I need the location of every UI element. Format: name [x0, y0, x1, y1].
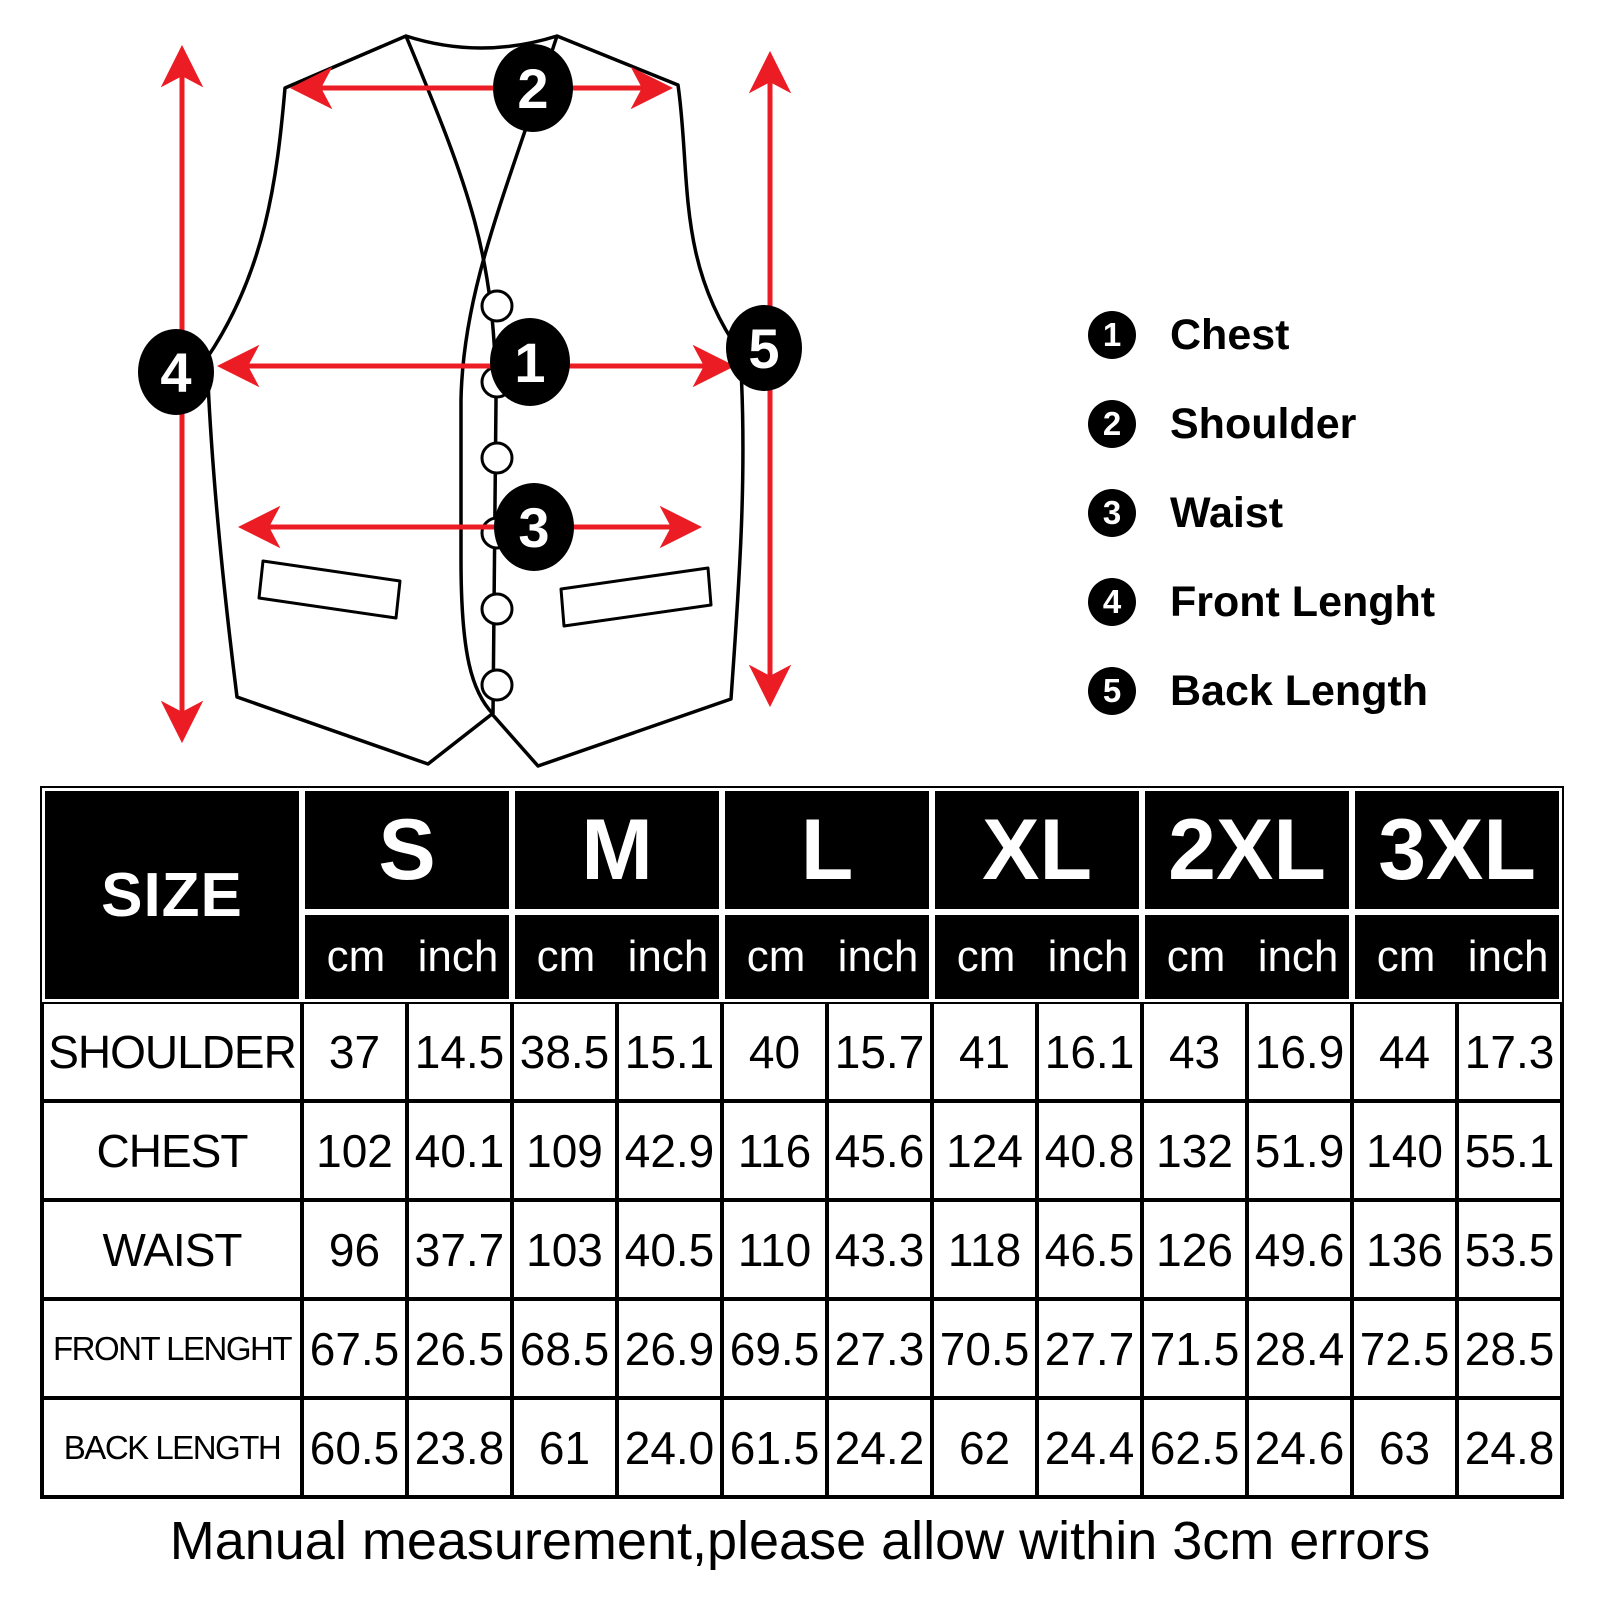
table-cell: 55.1 [1457, 1101, 1562, 1200]
table-cell: 67.5 [302, 1299, 407, 1398]
table-cell: 17.3 [1457, 1002, 1562, 1101]
table-cell: 69.5 [722, 1299, 827, 1398]
size-chart-table [40, 786, 1564, 1499]
unit-header-inch: inch [1047, 932, 1129, 981]
table-row-back-length [42, 1398, 1562, 1497]
table-cell: 40.5 [617, 1200, 722, 1299]
table-row-shoulder [42, 1002, 1562, 1101]
table-cell: 28.4 [1247, 1299, 1352, 1398]
vest-drawing [207, 36, 743, 766]
measurement-legend [1088, 312, 1435, 757]
table-cell: 44 [1352, 1002, 1457, 1101]
unit-header-cm: cm [326, 932, 386, 981]
unit-header-cm: cm [746, 932, 806, 981]
badge-back-length [726, 305, 802, 391]
table-cell: 124 [932, 1101, 1037, 1200]
legend-number-badge: 1 [1088, 311, 1136, 359]
legend-number-badge: 3 [1088, 489, 1136, 537]
table-cell: 68.5 [512, 1299, 617, 1398]
row-label: FRONT LENGHT [42, 1299, 302, 1398]
vest-measurement-diagram [0, 0, 960, 780]
size-header-s: S [302, 788, 512, 912]
table-cell: 136 [1352, 1200, 1457, 1299]
table-cell: 103 [512, 1200, 617, 1299]
unit-header-cm: cm [536, 932, 596, 981]
badge-back-length-number: 5 [748, 317, 780, 380]
table-row-waist [42, 1200, 1562, 1299]
table-cell: 24.8 [1457, 1398, 1562, 1497]
table-cell: 24.6 [1247, 1398, 1352, 1497]
unit-header-inch: inch [1257, 932, 1339, 981]
table-cell: 45.6 [827, 1101, 932, 1200]
table-cell: 38.5 [512, 1002, 617, 1101]
table-cell: 16.9 [1247, 1002, 1352, 1101]
table-cell: 49.6 [1247, 1200, 1352, 1299]
unit-header-group [722, 912, 932, 1002]
table-cell: 24.0 [617, 1398, 722, 1497]
table-cell: 71.5 [1142, 1299, 1247, 1398]
table-cell: 70.5 [932, 1299, 1037, 1398]
table-cell: 53.5 [1457, 1200, 1562, 1299]
legend-label: Back Length [1170, 666, 1429, 715]
table-cell: 96 [302, 1200, 407, 1299]
table-cell: 62.5 [1142, 1398, 1247, 1497]
table-cell: 37.7 [407, 1200, 512, 1299]
unit-header-inch: inch [837, 932, 919, 981]
table-cell: 26.9 [617, 1299, 722, 1398]
legend-item-front-length [1088, 579, 1435, 625]
row-label: SHOULDER [42, 1002, 302, 1101]
table-cell: 16.1 [1037, 1002, 1142, 1101]
size-header-3xl: 3XL [1352, 788, 1562, 912]
legend-label: Shoulder [1170, 399, 1357, 448]
badge-waist [494, 483, 574, 571]
legend-label: Chest [1170, 310, 1290, 359]
table-cell: 27.3 [827, 1299, 932, 1398]
table-cell: 110 [722, 1200, 827, 1299]
table-cell: 72.5 [1352, 1299, 1457, 1398]
table-cell: 14.5 [407, 1002, 512, 1101]
table-cell: 15.1 [617, 1002, 722, 1101]
size-header-l: L [722, 788, 932, 912]
table-cell: 42.9 [617, 1101, 722, 1200]
unit-header-cm: cm [1376, 932, 1436, 981]
unit-header-group [932, 912, 1142, 1002]
unit-header-group [302, 912, 512, 1002]
legend-number-badge: 5 [1088, 667, 1136, 715]
table-cell: 116 [722, 1101, 827, 1200]
unit-header-inch: inch [417, 932, 499, 981]
unit-header-group [1352, 912, 1562, 1002]
table-cell: 15.7 [827, 1002, 932, 1101]
table-row-front-length [42, 1299, 1562, 1398]
legend-label: Waist [1170, 488, 1284, 537]
table-cell: 24.4 [1037, 1398, 1142, 1497]
table-cell: 62 [932, 1398, 1037, 1497]
legend-item-shoulder [1088, 401, 1435, 447]
table-cell: 43 [1142, 1002, 1247, 1101]
table-cell: 140 [1352, 1101, 1457, 1200]
table-cell: 63 [1352, 1398, 1457, 1497]
size-corner-header: SIZE [42, 788, 302, 1002]
unit-header-group [512, 912, 722, 1002]
legend-item-back-length [1088, 668, 1435, 714]
size-header-2xl: 2XL [1142, 788, 1352, 912]
badge-shoulder-number: 2 [517, 57, 549, 120]
vest-outline [207, 36, 743, 766]
table-row-chest [42, 1101, 1562, 1200]
table-cell: 46.5 [1037, 1200, 1142, 1299]
badge-shoulder [493, 44, 573, 132]
legend-label: Front Lenght [1170, 577, 1436, 626]
badge-front-length-number: 4 [160, 341, 192, 404]
table-cell: 118 [932, 1200, 1037, 1299]
legend-number-badge: 4 [1088, 578, 1136, 626]
table-cell: 24.2 [827, 1398, 932, 1497]
table-cell: 109 [512, 1101, 617, 1200]
legend-number-badge: 2 [1088, 400, 1136, 448]
table-cell: 41 [932, 1002, 1037, 1101]
table-cell: 27.7 [1037, 1299, 1142, 1398]
table-cell: 43.3 [827, 1200, 932, 1299]
table-cell: 132 [1142, 1101, 1247, 1200]
badge-front-length [138, 329, 214, 415]
badge-chest-number: 1 [514, 331, 546, 394]
badge-waist-number: 3 [518, 496, 550, 559]
size-header-m: M [512, 788, 722, 912]
row-label: CHEST [42, 1101, 302, 1200]
unit-header-group [1142, 912, 1352, 1002]
table-cell: 51.9 [1247, 1101, 1352, 1200]
table-cell: 61 [512, 1398, 617, 1497]
table-cell: 40.8 [1037, 1101, 1142, 1200]
legend-item-waist [1088, 490, 1435, 536]
unit-header-cm: cm [1166, 932, 1226, 981]
size-header-xl: XL [932, 788, 1142, 912]
table-cell: 23.8 [407, 1398, 512, 1497]
table-cell: 60.5 [302, 1398, 407, 1497]
measurement-disclaimer: Manual measurement,please allow within 3cm errors [169, 1511, 1431, 1571]
table-cell: 61.5 [722, 1398, 827, 1497]
row-label: BACK LENGTH [42, 1398, 302, 1497]
row-label: WAIST [42, 1200, 302, 1299]
table-cell: 102 [302, 1101, 407, 1200]
legend-item-chest [1088, 312, 1435, 358]
unit-header-cm: cm [956, 932, 1016, 981]
unit-header-inch: inch [1467, 932, 1549, 981]
table-cell: 40.1 [407, 1101, 512, 1200]
table-cell: 26.5 [407, 1299, 512, 1398]
table-cell: 126 [1142, 1200, 1247, 1299]
unit-header-inch: inch [627, 932, 709, 981]
badge-chest [490, 318, 570, 406]
table-cell: 37 [302, 1002, 407, 1101]
table-cell: 28.5 [1457, 1299, 1562, 1398]
table-cell: 40 [722, 1002, 827, 1101]
